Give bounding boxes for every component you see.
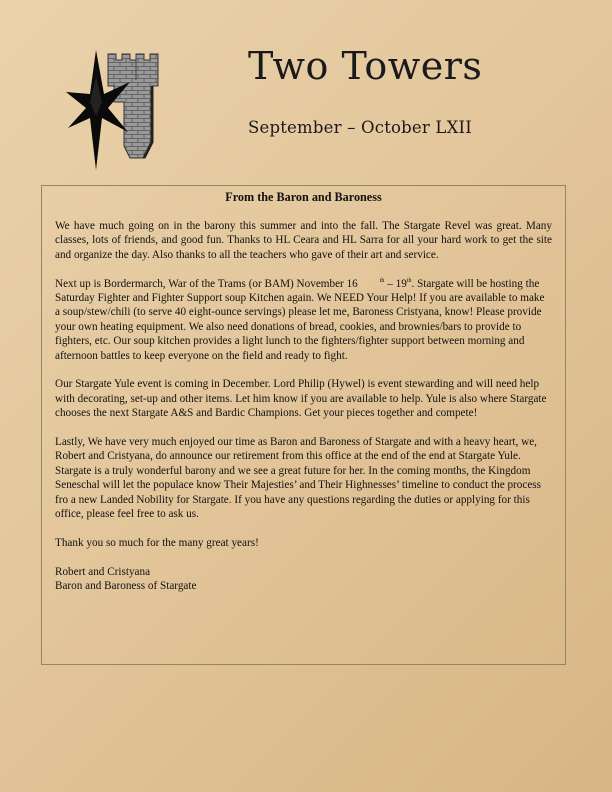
signature-titles: Baron and Baroness of Stargate bbox=[55, 580, 197, 593]
letter-paragraph-thanks: Thank you so much for the many great years! bbox=[55, 536, 259, 549]
letter-paragraph-retirement: Lastly, We have very much enjoyed our time as Baron and Baroness of Stargate and with a heavy heart, we, Robert and Cristyana, do announce our retirement from this office at the end of the end at Stargate Yule. Stargate is a truly wonderful barony and we see a great future for her. In the coming months, the Kingdom Seneschal will let the populace know Their Majesties’ and Their Highnesses’ timeline to conduct the process fro a new Landed Nobility for Stargate. If you have any questions regarding the duties or applying for this office, please feel free to ask us. bbox=[55, 436, 542, 521]
baron-baroness-letter bbox=[41, 185, 566, 665]
ordinal-suffix: th bbox=[379, 277, 385, 284]
letter-paragraph-bordermarch bbox=[55, 277, 552, 363]
bordermarch-lead-text: Next up is Bordermarch, War of the Trams (or BAM) November 16 bbox=[55, 277, 358, 290]
ordinal-suffix: th bbox=[406, 277, 412, 284]
letter-heading: From the Baron and Baroness bbox=[225, 190, 382, 204]
bordermarch-date-range: – 19 bbox=[384, 277, 407, 290]
signature-names: Robert and Cristyana bbox=[55, 565, 151, 578]
two-towers-logo bbox=[66, 46, 166, 176]
letter-paragraph-revel: We have much going on in the barony this summer and into the fall. The Stargate Revel was great. Many classes, lots of friends, and good fun. Thanks to HL Ceara and HL Sarra for all your hard work to get the site and organize the day. Also thanks to all the teachers who gave of their art and service. bbox=[55, 220, 552, 261]
newsletter-title: Two Towers bbox=[248, 44, 483, 88]
letter-paragraph-yule: Our Stargate Yule event is coming in December. Lord Philip (Hywel) is event stewarding and will need help with decorating, set-up and other items. Let him know if you are available to help. Yule is also where Stargate chooses the next Stargate A&S and Bardic Champions. Get your pieces together and compete! bbox=[55, 378, 547, 420]
bordermarch-body-text: . Stargate will be hosting the Saturday Fighter and Fighter Support soup Kitchen again. We NEED Your Help! If you are available to make a soup/stew/chili (to serve 40 eight-ounce servings) please let me, Baroness Cristyana, know! Please provide your own heating equipment. We also need donations of bread, cookies, and brownies/bars to provide to fighters, etc. Our soup kitchen provides a light lunch to the fighters/fighter support between morning and afternoon battles to keep everyone on the field and ready to fight. bbox=[55, 277, 545, 362]
newsletter-issue-date: September – October LXII bbox=[248, 118, 472, 137]
